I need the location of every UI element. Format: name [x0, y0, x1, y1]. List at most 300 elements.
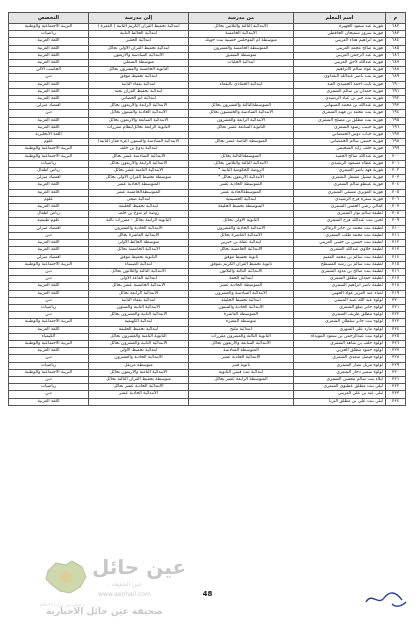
cell-to-school: الابتدائية الحادية والعشرون: [89, 355, 189, 362]
cell-number: ٧١٨: [386, 283, 406, 290]
watermark-tagline: صحيفة عين حائل الاخبارية: [46, 607, 163, 617]
cell-teacher-name: ليلى بنت علي بن مطلق الثريا: [294, 398, 386, 405]
cell-to-school: الابتدائية الحادية عشر بحائل: [89, 384, 189, 391]
cell-teacher-name: لطيفة ناصر ابراهيم الشمري: [294, 283, 386, 290]
table-row: [9, 132, 406, 139]
cell-teacher-name: ليلى عيد بن علي العريني: [294, 391, 386, 398]
cell-specialty: دين: [9, 376, 89, 383]
table-row: [9, 333, 406, 340]
cell-specialty: الكيمياء: [9, 333, 89, 340]
table-row: [9, 376, 406, 383]
table-row: [9, 168, 406, 175]
cell-teacher-name: لطيفة بنت سالم بن محمد العميم: [294, 254, 386, 261]
cell-number: ٦٩٠: [386, 81, 406, 88]
table-row: [9, 304, 406, 311]
cell-from-school: الابتدائية الحادية والعشرون: [189, 225, 294, 232]
cell-specialty: دين: [9, 312, 89, 319]
table-row: [9, 88, 406, 95]
cell-teacher-name: لولوه مارد على الشهري: [294, 326, 386, 333]
cell-number: ٦٨٢: [386, 24, 406, 31]
cell-number: ٦٨٧: [386, 60, 406, 67]
cell-specialty: اللغة العربية: [9, 283, 89, 290]
cell-teacher-name: فوزية فهد ناصر الشمري: [294, 168, 386, 175]
cell-teacher-name: فوزية عواد سالم الابراهيم: [294, 67, 386, 74]
watermark-license: ترخيص من وزارة الاعلام: [40, 603, 86, 608]
cell-from-school: الثانوية الثالثة والعشرون مقررات: [189, 333, 294, 340]
table-row: [9, 369, 406, 376]
cell-teacher-name: فوزية عبيطو سالم الشمري: [294, 182, 386, 189]
cell-specialty: علوم: [9, 139, 89, 146]
cell-specialty: دين: [9, 276, 89, 283]
cell-teacher-name: فوزية حمدان بن سالم الشمري: [294, 88, 386, 95]
cell-from-school: الابتدائية الحادية عشر: [189, 355, 294, 362]
cell-specialty: رياض أطفال: [9, 168, 89, 175]
cell-specialty: اللغة العربية: [9, 182, 89, 189]
cell-specialty: دين: [9, 232, 89, 239]
cell-to-school: الابتدائية السابعة والأربعون بحائل: [89, 117, 189, 124]
table-row: [9, 247, 406, 254]
cell-number: ٧١١: [386, 232, 406, 239]
cell-number: ٧١٣: [386, 247, 406, 254]
cell-from-school: [189, 88, 294, 95]
table-row: [9, 348, 406, 355]
header-from-school: من مدرسة: [189, 13, 294, 24]
watermark-url: www.aenhail.com: [98, 591, 151, 598]
cell-number: ٦٨٤: [386, 38, 406, 45]
cell-from-school: المتوسطة الرابعة عشر بحائل: [189, 376, 294, 383]
cell-to-school: ابتدائية تحفيظ الحليفة: [89, 326, 189, 333]
table-row: [9, 268, 406, 275]
cell-number: ٦٨٦: [386, 52, 406, 59]
cell-to-school: ابتدائية تحفيظ القرآن الأولى بحائل: [89, 45, 189, 52]
cell-teacher-name: فوزية بنت محمد بن فهيد الشمري: [294, 110, 386, 117]
cell-teacher-name: لجين بنت عبدالله فرح الشمري: [294, 218, 386, 225]
cell-specialty: دين: [9, 110, 89, 117]
cell-teacher-name: فوزية بنت ناصر عبدالله البغداوي: [294, 74, 386, 81]
cell-to-school: الابتدائية الحادية والعشرون: [89, 225, 189, 232]
table-row: [9, 24, 406, 31]
cell-specialty: اللغة العربية: [9, 398, 89, 405]
cell-specialty: اللغة العربية: [9, 96, 89, 103]
cell-specialty: دين: [9, 74, 89, 81]
cell-from-school: ثانوية تحفيظ موقق: [189, 254, 294, 261]
cell-from-school: الابتدائية الثالثة والثلاثين بحائل: [189, 160, 294, 167]
cell-number: ٧١٥: [386, 261, 406, 268]
cell-from-school: الثانوية السابعة عشر بحائل: [189, 124, 294, 131]
table-row: [9, 175, 406, 182]
cell-from-school: متوسطة ام الموحلس خضيبة بنت حويك: [189, 38, 294, 45]
cell-specialty: اللغة العربية: [9, 117, 89, 124]
cell-teacher-name: لطيفة بنت محمد طلب الشمري: [294, 232, 386, 239]
cell-to-school: الابتدائية الخامسة بحائل: [89, 247, 189, 254]
cell-from-school: ابتدائية الحفة: [189, 276, 294, 283]
table-header-row: [9, 13, 406, 24]
cell-specialty: رياضيات: [9, 304, 89, 311]
cell-number: ٧٢٤: [386, 326, 406, 333]
table-row: [9, 232, 406, 239]
cell-to-school: الثانوية تحفيظ موقق: [89, 254, 189, 261]
teacher-transfer-table: [8, 12, 406, 406]
page-number: 48: [202, 590, 213, 598]
cell-specialty: دين: [9, 355, 89, 362]
cell-to-school: ابتدائية تحفيظ القرآن بجبة: [89, 88, 189, 95]
cell-specialty: اللغة العربية: [9, 124, 89, 131]
cell-teacher-name: لولوه مطلق طريف الشمري: [294, 312, 386, 319]
table-row: [9, 153, 406, 160]
cell-from-school: ثانوية تحفيظ القرآن الكريم بموقق: [189, 261, 294, 268]
cell-teacher-name: ليلى بنت مطلق عطيوي الشمري: [294, 384, 386, 391]
cell-number: ٧٢٢: [386, 312, 406, 319]
cell-specialty: اللغة العربية: [9, 189, 89, 196]
cell-specialty: التربية الاجتماعية والوطنية: [9, 24, 89, 31]
cell-from-school: الابتدائية العاشرة بحائل: [189, 232, 294, 239]
cell-specialty: التربية الاجتماعية والوطنية: [9, 340, 89, 347]
cell-from-school: [189, 96, 294, 103]
cell-to-school: الابتدائية الثانية والعشرون بحائل: [89, 312, 189, 319]
cell-to-school: المتوسطةالخامسة عشر: [89, 189, 189, 196]
cell-number: ٧١٩: [386, 290, 406, 297]
table-row: [9, 384, 406, 391]
cell-from-school: المتوسطة السادسة: [189, 348, 294, 355]
cell-from-school: الابتدائية الأربعون بحائل *: [189, 175, 294, 182]
cell-number: ٧٣٢: [386, 384, 406, 391]
table-row: [9, 283, 406, 290]
cell-from-school: المتوسطة الحادية عشر: [189, 182, 294, 189]
cell-number: ٧١٤: [386, 254, 406, 261]
cell-from-school: المتوسطةالثالثة والعشرون بحائل: [189, 103, 294, 110]
cell-to-school: متوسطة تحفيظ القرآن الأولى بحائل: [89, 175, 189, 182]
cell-from-school: متوسطة الشقيق: [189, 52, 294, 59]
cell-teacher-name: لولوه سمير دجار الشمري: [294, 369, 386, 376]
cell-teacher-name: ليلاء بنت سالم محسن الشمري: [294, 376, 386, 383]
cell-to-school: متوسطة تحفيظ القرآن الثالثة بحائل: [89, 376, 189, 383]
cell-specialty: اللغة العربية: [9, 290, 89, 297]
cell-specialty: اقتصاد منزلي: [9, 103, 89, 110]
table-row: [9, 276, 406, 283]
cell-teacher-name: فوزية عيد سعود الجهيرة: [294, 24, 386, 31]
header-teacher-name: اسم المعلم: [294, 13, 386, 24]
cell-from-school: الابتدائية الثالثة والثلاثين بحائل: [189, 24, 294, 31]
cell-to-school: الثانوية الثامنة والعشرون بحائل: [89, 333, 189, 340]
watermark-title: عين حائل: [92, 555, 187, 579]
cell-specialty: دين: [9, 391, 89, 398]
cell-teacher-name: فوزية عطاء مسعود الرشيدي: [294, 160, 386, 167]
cell-specialty: اللغة العربية: [9, 88, 89, 95]
cell-number: ٧٠١: [386, 160, 406, 167]
newspaper-watermark: [40, 555, 190, 635]
cell-number: ٦٩٩: [386, 146, 406, 153]
cell-number: ٧٣٣: [386, 391, 406, 398]
cell-number: ٧٠٣: [386, 175, 406, 182]
cell-teacher-name: فوزية سفرة فرج الرشيدي: [294, 196, 386, 203]
header-specialty: التخصص: [9, 13, 89, 24]
cell-number: ٦٨٨: [386, 67, 406, 74]
cell-from-school: الابتدائية السابعة والأربعون بحائل: [189, 340, 294, 347]
cell-teacher-name: لولوه عبد الله عبيد المنيفي: [294, 297, 386, 304]
table-row: [9, 196, 406, 203]
cell-number: ٧٢١: [386, 304, 406, 311]
cell-teacher-name: فوزية حسين سالم الحمضاني: [294, 139, 386, 146]
cell-to-school: ابتدائية الحائط الثانية: [89, 31, 189, 38]
cell-to-school: الابتدائية الحادية والستون بحائل: [89, 110, 189, 117]
table-row: [9, 74, 406, 81]
cell-teacher-name: فوزية بنت مطلق بن مصلح الشمري: [294, 117, 386, 124]
cell-to-school: الثانوية الرابعة بحائل/نظام مقررات: [89, 124, 189, 131]
cell-specialty: دين: [9, 268, 89, 275]
cell-teacher-name: فوزية خلف زايد السحيمي: [294, 146, 386, 153]
cell-number: ٦٩١: [386, 88, 406, 95]
table-row: [9, 319, 406, 326]
cell-specialty: اللغة العربية: [9, 45, 89, 52]
cell-teacher-name: لمياء عبد العزيز عواد الجهني: [294, 290, 386, 297]
table-row: [9, 362, 406, 369]
cell-from-school: الابتدائية الخامسة بحائل: [189, 247, 294, 254]
table-row: [9, 31, 406, 38]
cell-number: ٧٠٩: [386, 218, 406, 225]
table-row: [9, 117, 406, 124]
cell-specialty: اللغة العربية: [9, 204, 89, 211]
header-to-school: إلى مدرسة: [89, 13, 189, 24]
cell-from-school: الابتدائية الخامسة: [189, 31, 294, 38]
cell-teacher-name: فوزية ابراهيم هداء العريني: [294, 38, 386, 45]
cell-number: ٦٩٥: [386, 117, 406, 124]
cell-to-school: ابتدائية تحفيظ القرآن الكريم الثانية ( الغفرة ): [89, 24, 189, 31]
cell-specialty: التربية الاجتماعية والوطنية: [9, 261, 89, 268]
cell-number: ٧٠٢: [386, 168, 406, 175]
cell-to-school: الابتدائية الثالثة والثلاثون بحائل: [89, 268, 189, 275]
table-row: [9, 355, 406, 362]
cell-teacher-name: لطيفة بنت حسين بن حسن العريني: [294, 240, 386, 247]
cell-number: ٧٢٥: [386, 333, 406, 340]
cell-specialty: اقتصاد منزلي: [9, 175, 89, 182]
cell-specialty: اقتصاد منزلي: [9, 225, 89, 232]
watermark-subtitle: عين الحقيقة ..: [106, 581, 143, 588]
cell-to-school: [89, 132, 189, 139]
table-row: [9, 110, 406, 117]
cell-number: ٦٩٨: [386, 139, 406, 146]
cell-teacher-name: لولوه بنت عبدالرحمن بن سعود المويداه: [294, 333, 386, 340]
cell-to-school: الابتدائية السادسة والأربعون: [89, 52, 189, 59]
cell-from-school: [189, 391, 294, 398]
cell-specialty: الحاسب الآلي: [9, 67, 89, 74]
table-row: [9, 225, 406, 232]
table-row: [9, 290, 406, 297]
cell-to-school: ابتدائية تحفيظ الأولى: [89, 348, 189, 355]
cell-to-school: المتوسطة الحادية عشر: [89, 182, 189, 189]
cell-teacher-name: لطيفة بنت محمد بن جابر الرمالي: [294, 225, 386, 232]
cell-to-school: ابتدائية أبو الحصاني: [89, 96, 189, 103]
transfer-table-sheet: [9, 12, 406, 406]
table-row: [9, 211, 406, 218]
cell-number: ٦٨٣: [386, 31, 406, 38]
cell-number: ٧١٠: [386, 225, 406, 232]
cell-specialty: اللغة العربية: [9, 81, 89, 88]
cell-number: ٦٨٥: [386, 45, 406, 52]
cell-specialty: رياضيات: [9, 384, 89, 391]
cell-number: ٧١٧: [386, 276, 406, 283]
cell-number: ٦٩٢: [386, 96, 406, 103]
cell-specialty: اللغة العربية: [9, 60, 89, 67]
cell-to-school: متوسطة مريقل: [89, 362, 189, 369]
cell-to-school: الابتدائية الثامنة عشر بحائل: [89, 168, 189, 175]
table-row: [9, 81, 406, 88]
cell-teacher-name: لولوه خلف بن شاهد الشمري: [294, 340, 386, 347]
cell-from-school: الابتدائية الثالثة والثلاثون: [189, 268, 294, 275]
cell-from-school: [189, 211, 294, 218]
table-row: [9, 312, 406, 319]
cell-from-school: الابتدائية الرابعة والعشرون: [189, 117, 294, 124]
cell-to-school: الابتدائية الرابعة بحائل: [89, 290, 189, 297]
cell-to-school: ابتدائية الحقير: [89, 38, 189, 45]
table-row: [9, 189, 406, 196]
cell-specialty: علوم طبيعية: [9, 218, 89, 225]
cell-teacher-name: لطيفة بنت سالم بن رشد المسطح: [294, 261, 386, 268]
cell-number: ٧٢٧: [386, 348, 406, 355]
cell-teacher-name: فوزية عبدالله لاحق العريني: [294, 60, 386, 67]
cell-from-school: المتوسطةالحادية عشر: [189, 189, 294, 196]
cell-number: ٧٢٩: [386, 362, 406, 369]
table-row: [9, 398, 406, 405]
cell-from-school: [189, 398, 294, 405]
cell-to-school: ابتدائية تحفيظ موقق: [89, 74, 189, 81]
cell-teacher-name: فوزية صالح محمد العريني: [294, 45, 386, 52]
cell-number: ٧٠٦: [386, 196, 406, 203]
table-row: [9, 60, 406, 67]
cell-specialty: علوم: [9, 196, 89, 203]
table-row: [9, 38, 406, 45]
cell-teacher-name: فوزية حباب دوس الحمضاني: [294, 132, 386, 139]
cell-from-school: ثانوية قنبر: [189, 362, 294, 369]
cell-specialty: اللغة العربية: [9, 52, 89, 59]
cell-from-school: المتوسطة العاشرة: [189, 312, 294, 319]
cell-teacher-name: فوزية سرور سميحان الحاقطي: [294, 31, 386, 38]
table-row: [9, 45, 406, 52]
cell-from-school: الروضة الحكومية الثانية *: [189, 168, 294, 175]
cell-number: ٧٣١: [386, 376, 406, 383]
cell-to-school: ابتدائية الكهيفية: [89, 319, 189, 326]
cell-to-school: الابتدائية الرابعة والأربعون بحائل: [89, 103, 189, 110]
table-row: [9, 146, 406, 153]
cell-number: ٧٠٥: [386, 189, 406, 196]
cell-to-school: الابتدائية الثانية والستون: [89, 304, 189, 311]
cell-teacher-name: فوزية الغويري مسقي الشمري: [294, 189, 386, 196]
cell-number: ٧٢٦: [386, 340, 406, 347]
cell-to-school: الابتدائية الثامنة والأربعون بحائل: [89, 369, 189, 376]
cell-to-school: [89, 398, 189, 405]
table-row: [9, 96, 406, 103]
cell-number: ٦٨٩: [386, 74, 406, 81]
cell-teacher-name: فوزية عبدالله صالح الحميد: [294, 153, 386, 160]
cell-number: ٦٩٣: [386, 103, 406, 110]
cell-from-school: المتوسطةالثالثة بحائل: [189, 153, 294, 160]
cell-teacher-name: فوزية حبيب رشود الشمري: [294, 124, 386, 131]
cell-teacher-name: لطيفة خلاوي عبدالله الشمري: [294, 247, 386, 254]
cell-from-school: ابتدائية الحليات: [189, 60, 294, 67]
table-row: [9, 340, 406, 347]
cell-from-school: ابتدائية بنت قيس الثانوية: [189, 369, 294, 376]
cell-teacher-name: لطيفة بنت صالح بن مدود الشمري: [294, 268, 386, 275]
cell-from-school: ابتدائية الحمادي بالبقعاء: [189, 81, 294, 88]
cell-from-school: [189, 384, 294, 391]
cell-number: ٧٢٠: [386, 297, 406, 304]
cell-specialty: التربية الاجتماعية والوطنية: [9, 319, 89, 326]
cell-specialty: اللغة العربية: [9, 38, 89, 45]
cell-to-school: الثانوية الخامسة والعشرون بحائل: [89, 67, 189, 74]
table-row: [9, 240, 406, 247]
cell-specialty: دين: [9, 297, 89, 304]
cell-number: ٦٩٦: [386, 124, 406, 131]
cell-from-school: [189, 67, 294, 74]
cell-specialty: رياضيات: [9, 160, 89, 167]
handwritten-signature: [362, 588, 410, 610]
cell-specialty: التربية الاجتماعية والوطنية: [9, 369, 89, 376]
table-row: [9, 52, 406, 59]
cell-from-school: [189, 132, 294, 139]
table-row: [9, 218, 406, 225]
table-row: [9, 124, 406, 131]
cell-to-school: ابتدائية الصنيتاء: [89, 261, 189, 268]
table-row: [9, 160, 406, 167]
cell-from-school: المتوسطة الثامنة عشر بحائل: [189, 139, 294, 146]
cell-teacher-name: فوزية مشيل مشعل الشمري: [294, 175, 386, 182]
cell-to-school: متوسطة الحائط الأولى: [89, 240, 189, 247]
cell-from-school: الابتدائية السادسة والخمسون بحائل: [189, 110, 294, 117]
cell-teacher-name: فوزية بنت جبر بن عياد الرشيدي: [294, 96, 386, 103]
cell-to-school: الابتدائية الثانية والعشرون بحائل: [89, 340, 189, 347]
cell-from-school: الابتدائية السادسة والعشرون: [189, 290, 294, 297]
cell-to-school: ابتدائية تحفيظ الحليفة: [89, 204, 189, 211]
table-body: [9, 24, 406, 406]
cell-teacher-name: فوزية عبد الرحمن العريني: [294, 52, 386, 59]
table-row: [9, 261, 406, 268]
cell-number: ٧٠٠: [386, 153, 406, 160]
cell-specialty: اقتصاد منزلي: [9, 254, 89, 261]
cell-specialty: رياضيات: [9, 31, 89, 38]
table-row: [9, 297, 406, 304]
cell-specialty: اللغة الانجليزية: [9, 132, 89, 139]
cell-from-school: الابتدائية الحادية والستون: [189, 304, 294, 311]
header-number: م: [386, 13, 406, 24]
cell-to-school: ابتدائية القاعد الأولى: [89, 276, 189, 283]
cell-from-school: المتوسطة تحفيظ الحليفة: [189, 204, 294, 211]
cell-specialty: رياضيات: [9, 362, 89, 369]
cell-number: ٧٣٤: [386, 398, 406, 405]
table-row: [9, 254, 406, 261]
cell-to-school: ابتدائية بقعاء الثانية: [89, 297, 189, 304]
table-row: [9, 182, 406, 189]
cell-to-school: ابتدائية بدوع بن خلف: [89, 146, 189, 153]
cell-teacher-name: لولوه بنت جابر سلطان الشمري: [294, 319, 386, 326]
cell-from-school: ابتدائية الحسيمية: [189, 196, 294, 203]
cell-to-school: ابتدائية ضحى: [89, 196, 189, 203]
cell-number: ٧١٢: [386, 240, 406, 247]
cell-specialty: اللغة العربية: [9, 240, 89, 247]
cell-to-school: الابتدائية العاشرة بحائل: [89, 232, 189, 239]
cell-from-school: المتوسطة الخامسة والعشرون: [189, 45, 294, 52]
cell-to-school: الثانوية الرابعة بحائل - مقررات ثالثة: [89, 218, 189, 225]
cell-teacher-name: فوزية عبدالله بن محمد السبهاني: [294, 103, 386, 110]
cell-number: ٧٠٨: [386, 211, 406, 218]
cell-from-school: المتوسطة الحادية عشر: [189, 283, 294, 290]
cell-to-school: ابتدائية بقعاء الثانية: [89, 81, 189, 88]
table-row: [9, 204, 406, 211]
cell-specialty: اللغة العربية: [9, 247, 89, 254]
cell-to-school: الابتدائية الحادية عشر: [89, 391, 189, 398]
cell-from-school: ابتدائية تبليح: [189, 326, 294, 333]
cell-teacher-name: كمالي رضي الحسن الشمري: [294, 204, 386, 211]
cell-number: ٧٣٠: [386, 369, 406, 376]
table-row: [9, 391, 406, 398]
